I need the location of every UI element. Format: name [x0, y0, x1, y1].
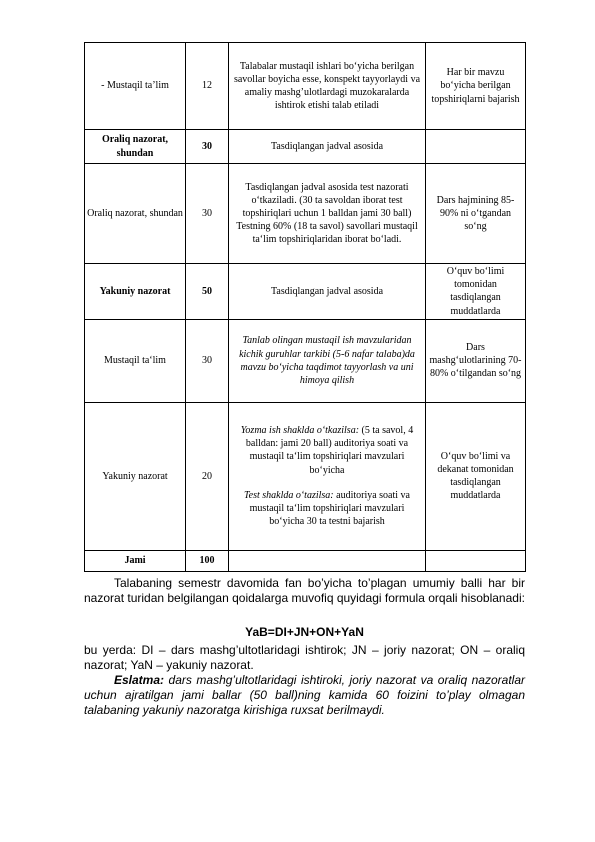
cell-description: Tasdiqlangan jadval asosida test nazorati o‘tkaziladi. (30 ta savoldan iborat test topshiriqlari uchun 1 balldan jami 30 ball) Testning 60% (18 ta savol) savollari mustaqil ta‘lim topshiriqlaridan iborat bo‘ladi.	[229, 164, 426, 264]
score-paragraph: Talabaning semestr davomida fan bo’yicha to’plagan umumiy balli har bir nazorat turidan belgilangan qoidalarga muvofiq quyidagi formula orqali hisoblanadi:	[84, 576, 525, 605]
table-row	[85, 550, 526, 571]
cell-description: Tasdiqlangan jadval asosida	[229, 130, 426, 164]
note-text: dars mashg’ultotlaridagi ishtiroki, joriy nazorat va oraliq nazoratlar uchun ajratilgan jami ballar (50 ball)ning kamida 60 foizini to’play olmagan talabaning yakuniy nazoratga kirishiga ruxsat berilmaydi.	[84, 673, 525, 717]
table-row	[85, 43, 526, 130]
cell-points: 30	[186, 130, 229, 164]
cell-deadline	[426, 130, 526, 164]
table-row	[85, 264, 526, 320]
cell-description	[229, 402, 426, 550]
table-row	[85, 319, 526, 402]
test-exam-text	[231, 489, 423, 529]
cell-deadline: Har bir mavzu bo‘yicha berilgan topshiriqlarni bajarish	[426, 43, 526, 130]
cell-type: - Mustaqil ta’lim	[85, 43, 186, 130]
cell-description	[229, 550, 426, 571]
cell-deadline: O‘quv bo‘limi va dekanat tomonidan tasdiqlangan muddatlarda	[426, 402, 526, 550]
cell-points: 12	[186, 43, 229, 130]
cell-description: Tasdiqlangan jadval asosida	[229, 264, 426, 320]
table-row	[85, 402, 526, 550]
note-paragraph	[84, 673, 525, 718]
cell-description: Tanlab olingan mustaqil ish mavzularidan kichik guruhlar tarkibi (5-6 nafar talaba)da mavzu bo‘yicha taqdimot tayyorlash va uni himoya qilish	[229, 319, 426, 402]
test-exam-detail: auditoriya soati va mustaqil ta‘lim topshiriqlari mavzulari bo‘yicha 30 ta testni bajarish	[249, 489, 410, 528]
table-row	[85, 130, 526, 164]
cell-description: Talabalar mustaqil ishlari bo‘yicha berilgan savollar boyicha esse, konspekt tayyorlaydi va amaliy mashg’ulotlardagi muzokaralarda ishtirok etishi talab etiladi	[229, 43, 426, 130]
cell-points: 100	[186, 550, 229, 571]
test-exam-label: Test shaklda o‘tazilsa:	[243, 489, 334, 501]
note-label: Eslatma:	[114, 673, 165, 687]
cell-deadline: O‘quv bo‘limi tomonidan tasdiqlangan muddatlarda	[426, 264, 526, 320]
cell-type: Mustaqil ta‘lim	[85, 319, 186, 402]
cell-deadline: Dars hajmining 85-90% ni o‘tgandan so‘ng	[426, 164, 526, 264]
written-exam-label: Yozma ish shaklda o‘tkazilsa:	[240, 425, 360, 437]
written-exam-text	[231, 424, 423, 477]
cell-deadline	[426, 550, 526, 571]
definitions-paragraph: bu yerda: DI – dars mashg’ultotlaridagi ishtirok; JN – joriy nazorat; ON – oraliq nazorat; YaN – yakuniy nazorat.	[84, 643, 525, 672]
cell-deadline: Dars mashg‘ulotlarining 70-80% o‘tilgandan so‘ng	[426, 319, 526, 402]
written-exam-detail: (5 ta savol, 4 balldan: jami 20 ball) auditoriya soati va mustaqil ta‘lim topshiriqlari mavzulari bo‘yicha	[245, 425, 414, 476]
cell-points: 20	[186, 402, 229, 550]
cell-type: Jami	[85, 550, 186, 571]
cell-type: Oraliq nazorat, shundan	[85, 164, 186, 264]
cell-type: Yakuniy nazorat	[85, 402, 186, 550]
cell-points: 30	[186, 319, 229, 402]
cell-points: 30	[186, 164, 229, 264]
assessment-table	[84, 42, 526, 572]
table-row	[85, 164, 526, 264]
cell-type: Oraliq nazorat, shundan	[85, 130, 186, 164]
cell-type: Yakuniy nazorat	[85, 264, 186, 320]
cell-points: 50	[186, 264, 229, 320]
formula: YaB=DI+JN+ON+YaN	[245, 625, 364, 639]
